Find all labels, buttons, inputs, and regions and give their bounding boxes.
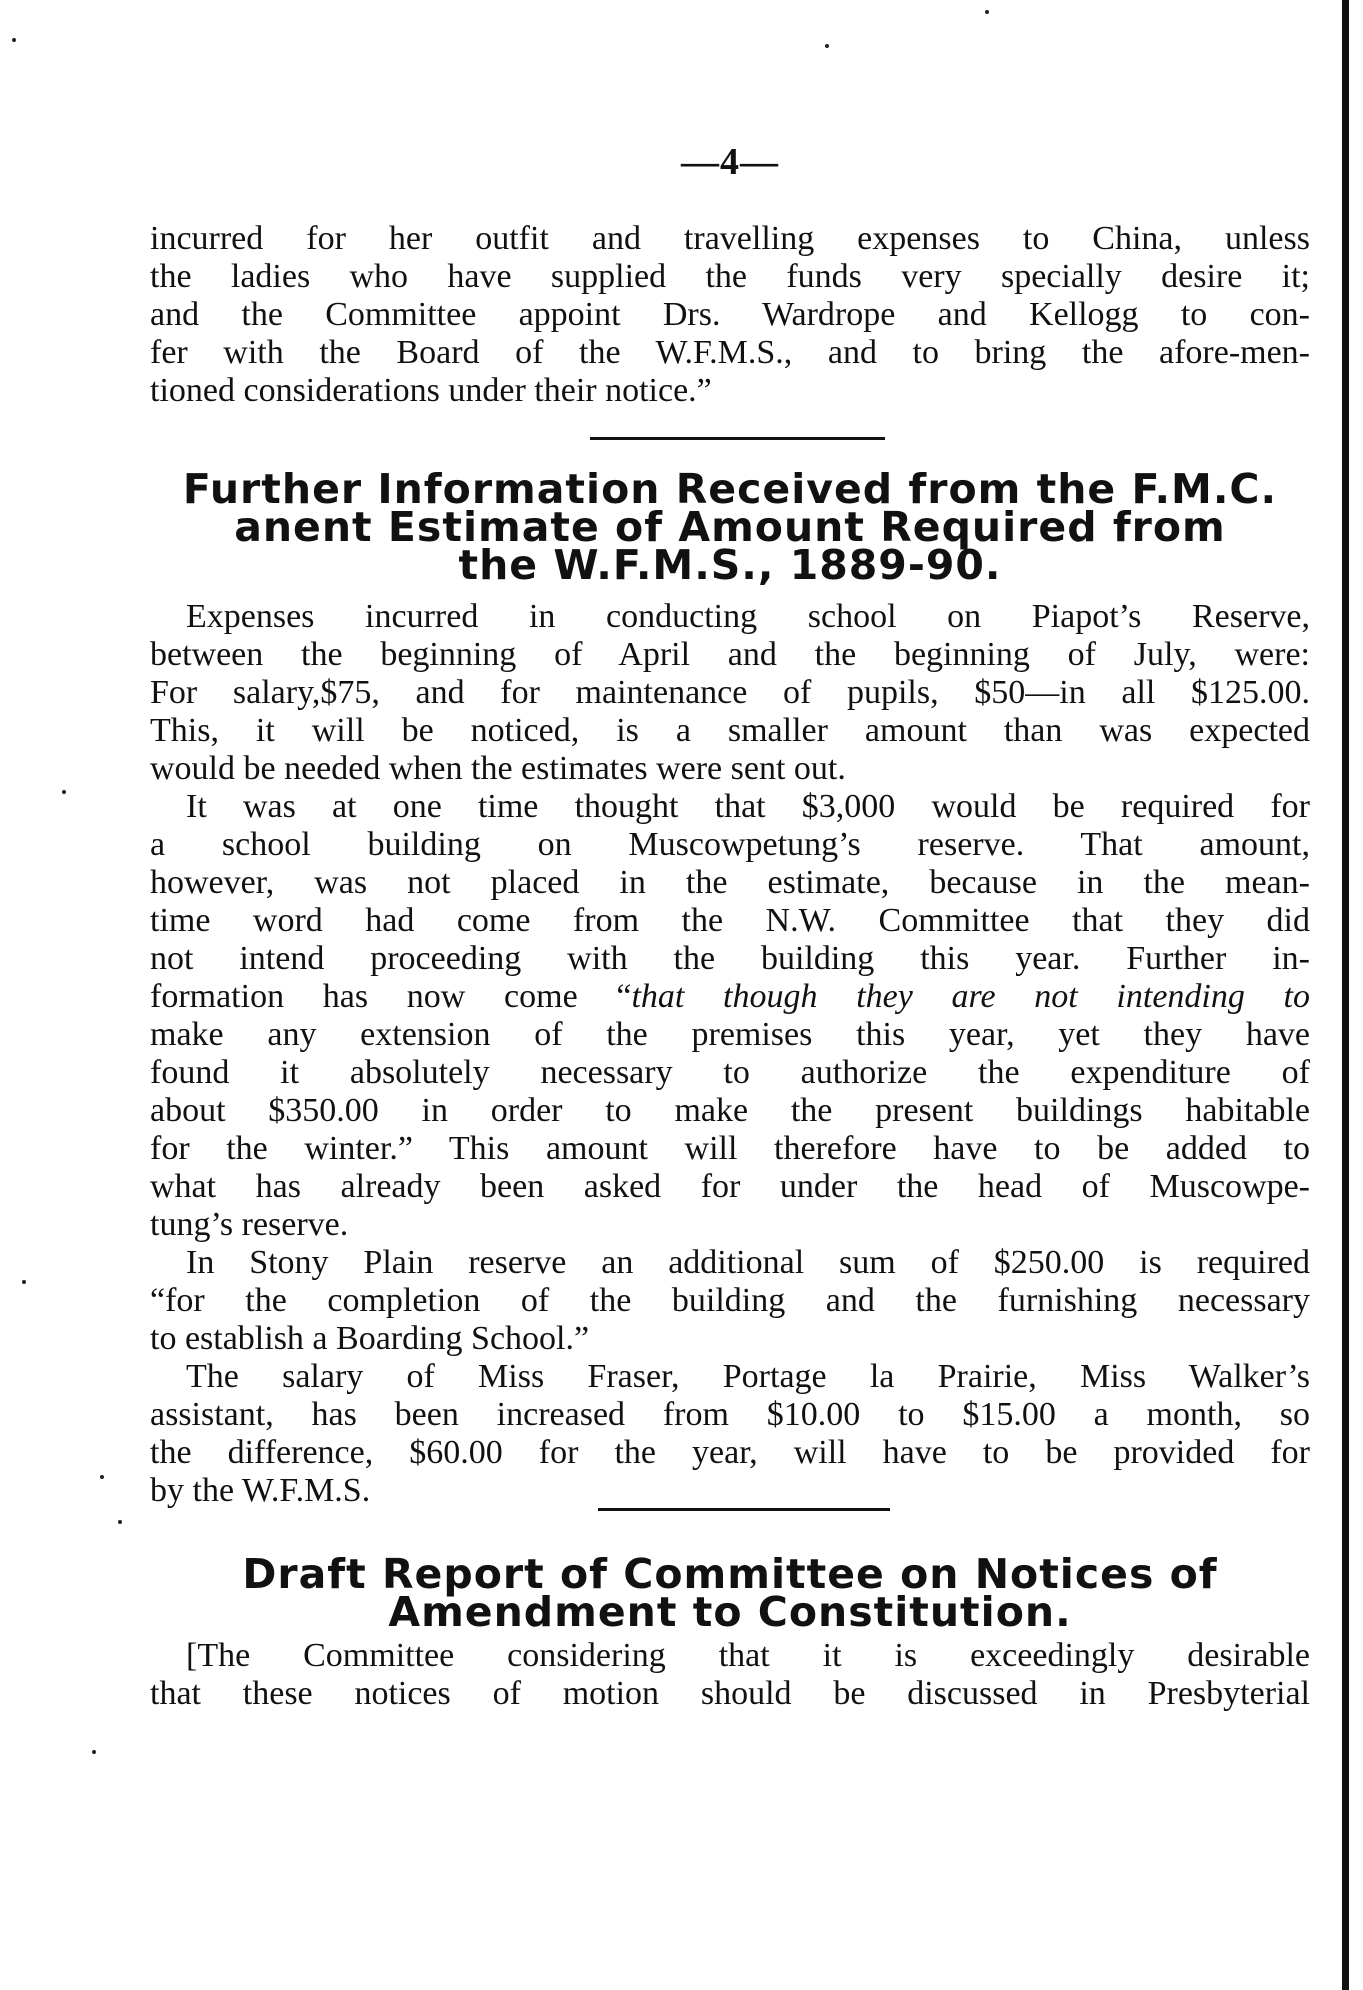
text-line: time word had come from the N.W. Committee that they did <box>150 902 1310 939</box>
section-heading-draft-report <box>150 1550 1310 1636</box>
heading-line: the W.F.M.S., 1889-90. <box>458 541 1002 589</box>
text-line: what has already been asked for under the head of Muscowpe- <box>150 1168 1310 1205</box>
quoted-italic-text: that though they are not intending to <box>631 978 1310 1015</box>
heading-line: Further Information Received from the F.M.C. <box>182 465 1278 513</box>
text-line <box>150 978 1310 1016</box>
text-line: It was at one time thought that $3,000 would be required for <box>186 788 1310 825</box>
text-line: tung’s reserve. <box>150 1206 349 1243</box>
scan-speck <box>118 1520 122 1524</box>
text-line: that these notices of motion should be discussed in Presbyterial <box>150 1675 1310 1712</box>
paragraph-committee-considering <box>150 1637 1310 1713</box>
heading-line: Amendment to Constitution. <box>388 1588 1072 1636</box>
text-line: however, was not placed in the estimate, because in the mean- <box>150 864 1310 901</box>
text-line: the difference, $60.00 for the year, will have to be provided for <box>150 1434 1310 1471</box>
text-line: to establish a Boarding School.” <box>150 1320 590 1357</box>
text-line: This, it will be noticed, is a smaller amount than was expected <box>150 712 1310 749</box>
heading-line: anent Estimate of Amount Required from <box>234 503 1226 551</box>
text-line: a school building on Muscowpetung’s reserve. That amount, <box>150 826 1310 863</box>
page-number: —4— <box>681 141 779 183</box>
page-edge-bar <box>1342 0 1349 1990</box>
text-line: incurred for her outfit and travelling expenses to China, unless <box>150 220 1310 257</box>
text-line: In Stony Plain reserve an additional sum of $250.00 is required <box>186 1244 1310 1281</box>
text-line: assistant, has been increased from $10.00 to $15.00 a month, so <box>150 1396 1310 1433</box>
text-line: not intend proceeding with the building this year. Further in- <box>150 940 1310 977</box>
text-line: make any extension of the premises this year, yet they have <box>150 1016 1310 1053</box>
document-page <box>150 0 1310 1990</box>
section-divider <box>590 437 885 440</box>
text-line: would be needed when the estimates were sent out. <box>150 750 846 787</box>
scan-speck <box>92 1750 96 1754</box>
text-line: and the Committee appoint Drs. Wardrope and Kellogg to con- <box>150 296 1310 333</box>
paragraph-stony-plain <box>150 1244 1310 1358</box>
text-line: For salary,$75, and for maintenance of pupils, $50—in all $125.00. <box>150 674 1310 711</box>
scan-speck <box>22 1280 26 1284</box>
intro-paragraph <box>150 220 1310 410</box>
text-line: tioned considerations under their notice.” <box>150 372 712 409</box>
text-line: for the winter.” This amount will therefore have to be added to <box>150 1130 1310 1167</box>
text-line: Expenses incurred in conducting school on Piapot’s Reserve, <box>186 598 1310 635</box>
text-line: between the beginning of April and the beginning of July, were: <box>150 636 1310 673</box>
paragraph-piapot-expenses <box>150 598 1310 788</box>
text-line-prefix: formation has now come “ <box>150 978 632 1015</box>
heading-line: Draft Report of Committee on Notices of <box>242 1550 1218 1598</box>
paragraph-miss-fraser-salary <box>150 1358 1310 1510</box>
text-line: fer with the Board of the W.F.M.S., and to bring the afore-men- <box>150 334 1310 371</box>
text-line: by the W.F.M.S. <box>150 1472 371 1509</box>
text-line: about $350.00 in order to make the present buildings habitable <box>150 1092 1310 1129</box>
section-heading-further-information <box>150 465 1310 589</box>
scan-speck <box>12 38 16 42</box>
scan-speck <box>62 790 66 794</box>
section-divider <box>598 1508 890 1511</box>
paragraph-muscowpetung-building <box>150 788 1310 1244</box>
text-line: “for the completion of the building and the furnishing necessary <box>150 1282 1310 1319</box>
text-line: the ladies who have supplied the funds very specially desire it; <box>150 258 1310 295</box>
text-line: The salary of Miss Fraser, Portage la Prairie, Miss Walker’s <box>186 1358 1310 1395</box>
text-line: found it absolutely necessary to authorize the expenditure of <box>150 1054 1310 1091</box>
scan-speck <box>100 1475 104 1479</box>
text-line: [The Committee considering that it is exceedingly desirable <box>186 1637 1310 1674</box>
